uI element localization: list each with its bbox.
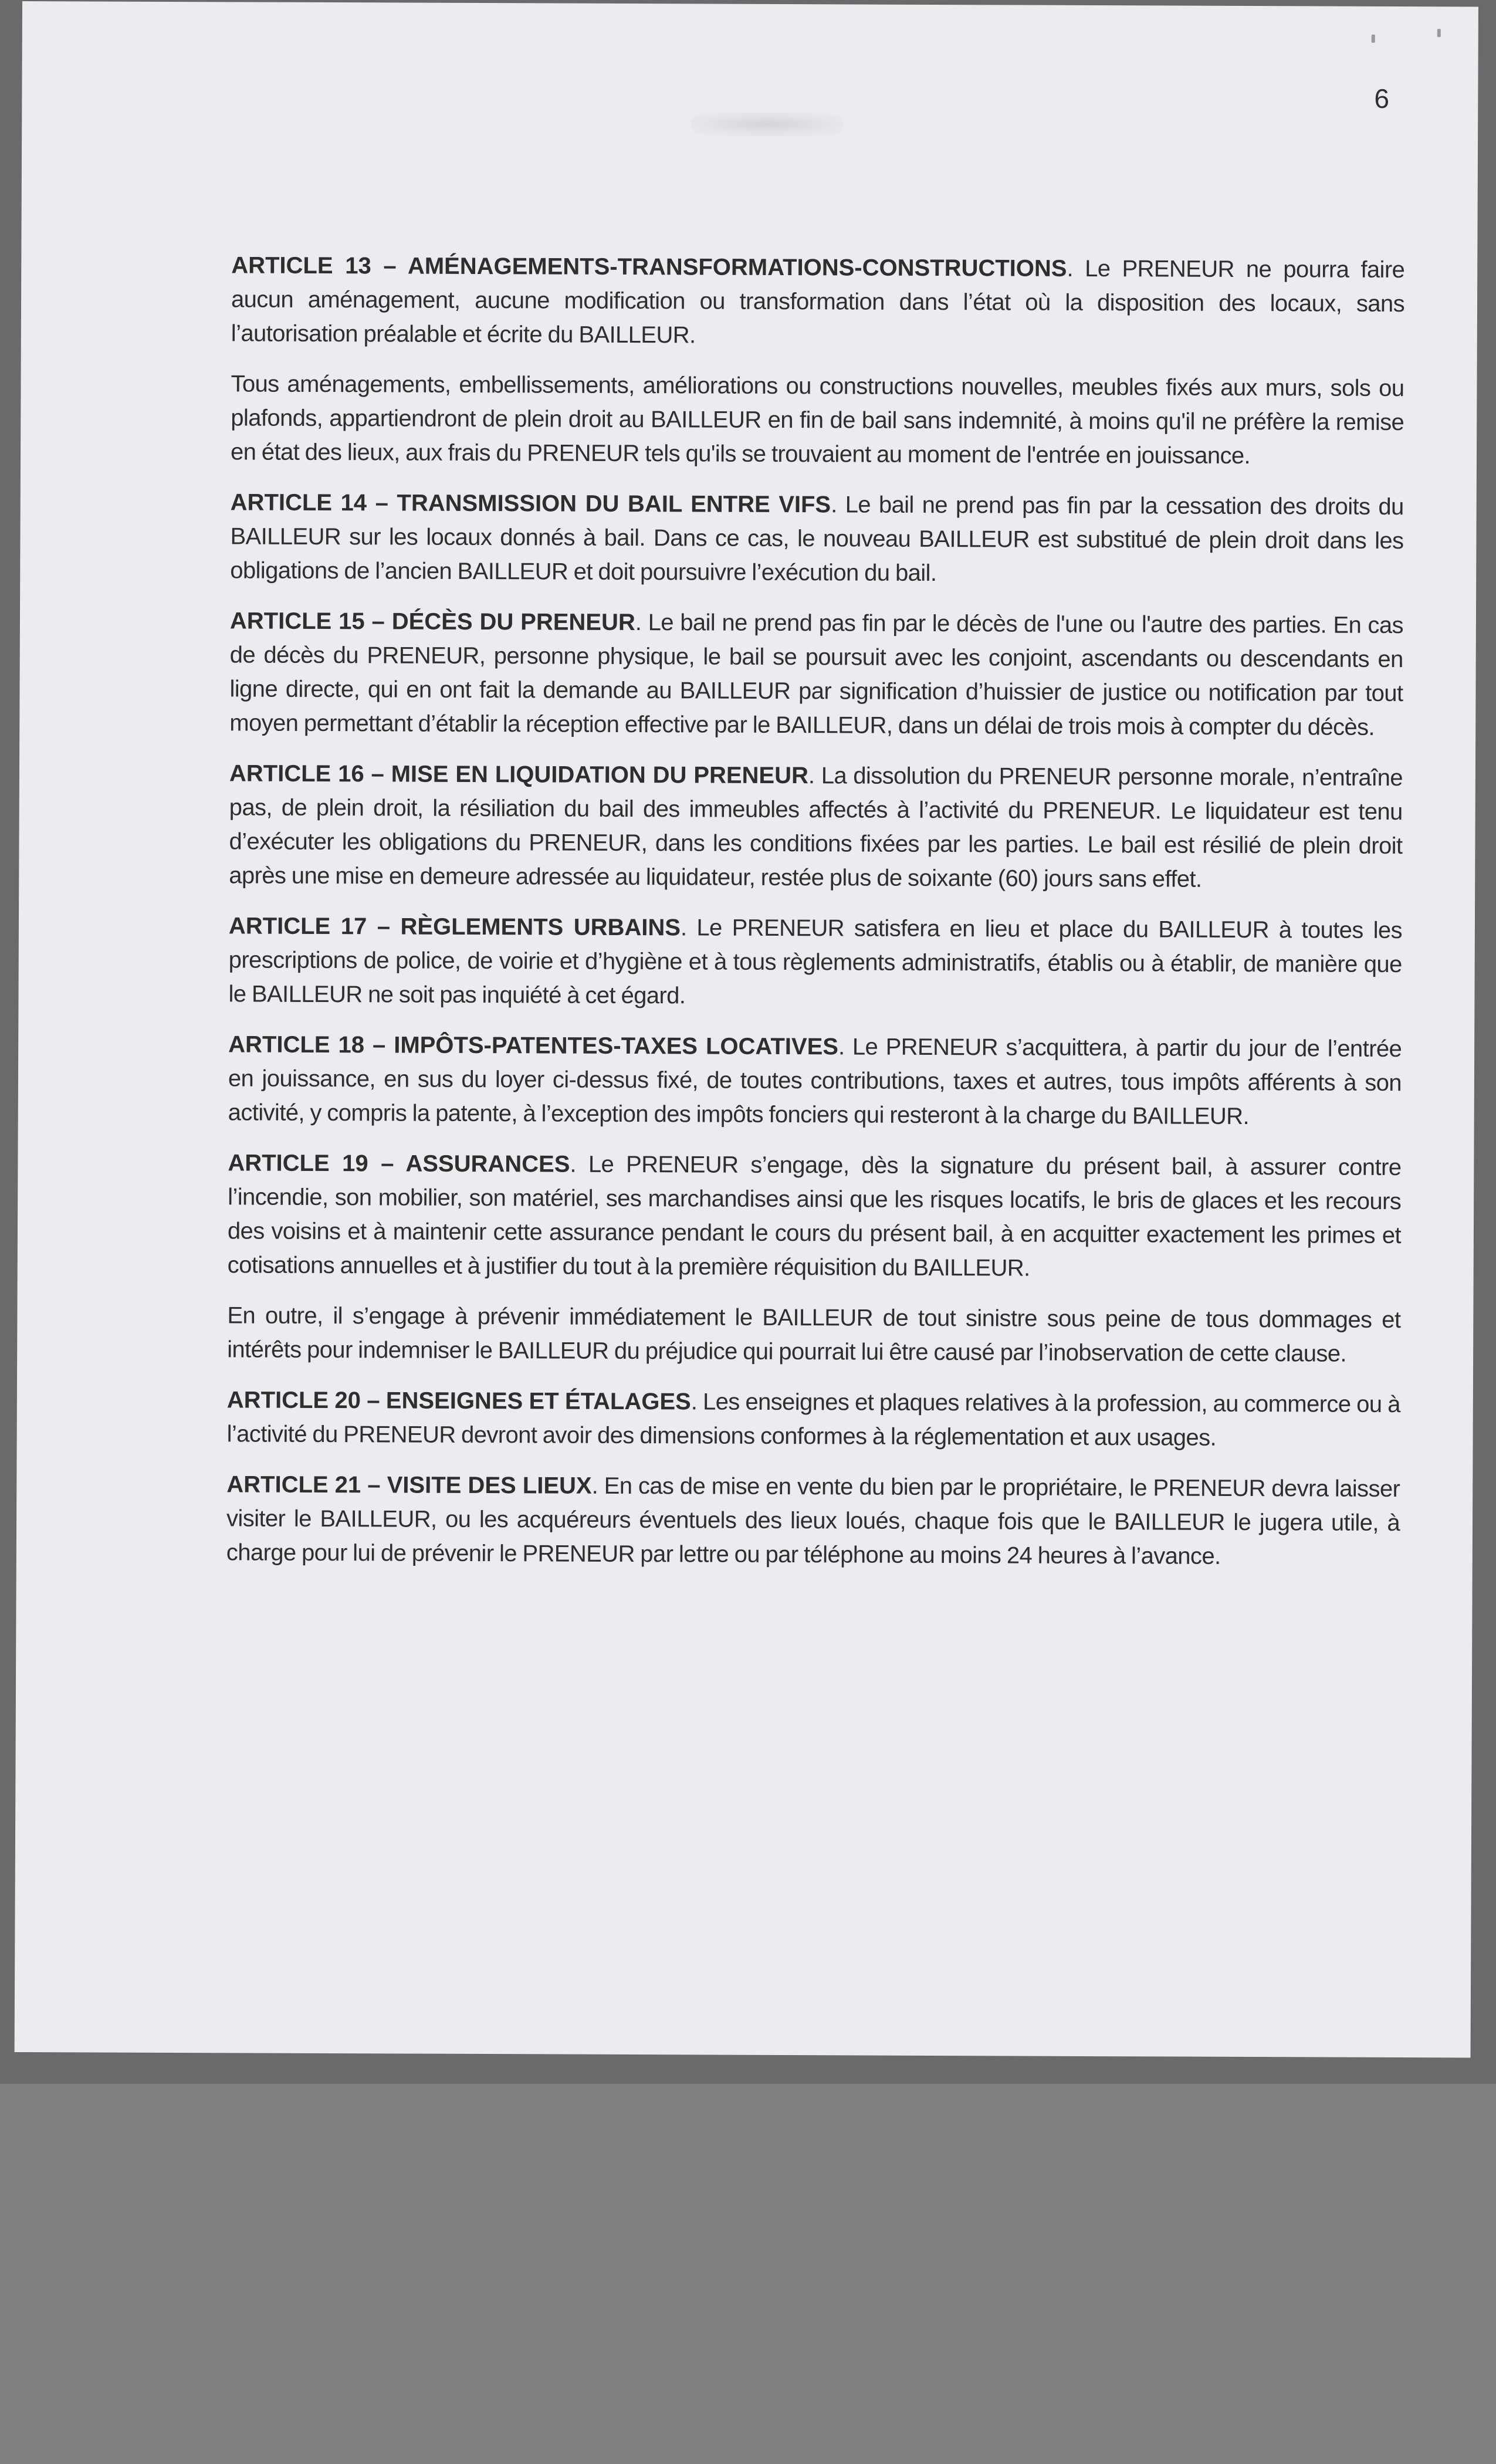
staple-hole-mark	[1372, 35, 1375, 43]
article-19-paragraph-2	[227, 1298, 1400, 1371]
article-21-text: En cas de mise en vente du bien par le propriétaire, le PRENEUR devra laisser visiter le BAILLEUR, ou les acquéreurs éventuels des lieux loués, chaque fois que le BAILLEUR le jugera utile, à charge pour lui de prévenir le PRENEUR par lettre ou par téléphone au moins 24 heures à l’avance.	[226, 1473, 1400, 1569]
article-20-text: Les enseignes et plaques relatives à la profession, au commerce ou à l’activité du PRENEUR devront avoir des dimensions conformes à la réglementation et aux usages.	[226, 1389, 1400, 1451]
article-21-paragraph: ARTICLE 21 – VISITE DES LIEUX. En cas de mise en vente du bien par le propriétaire, le PRENEUR devra laisser visiter le BAILLEUR, ou les acquéreurs éventuels des lieux loués, chaque fois que le BAILLEUR le jugera utile, à charge pour lui de prévenir le PRENEUR par lettre ou par téléphone au moins 24 heures à l’avance.	[226, 1471, 1400, 1569]
article-16-heading: ARTICLE 16 – MISE EN LIQUIDATION DU PRENEUR	[229, 760, 809, 789]
article-20-heading: ARTICLE 20 – ENSEIGNES ET ÉTALAGES	[226, 1387, 691, 1415]
article-16-paragraph: ARTICLE 16 – MISE EN LIQUIDATION DU PRENEUR. La dissolution du PRENEUR personne morale, n’entraîne pas, de plein droit, la résiliation du bail des immeubles affectés à l’activité du PRENEUR. Le liquidateur est tenu d’exécuter les obligations du PRENEUR, dans les conditions fixées par les parties. Le bail est résilié de plein droit après une mise en demeure adressée au liquidateur, restée plus de soixante (60) jours sans effet.	[229, 760, 1403, 892]
article-20-paragraph: ARTICLE 20 – ENSEIGNES ET ÉTALAGES. Les enseignes et plaques relatives à la profession, au commerce ou à l’activité du PRENEUR devront avoir des dimensions conformes à la réglementation et aux usages.	[226, 1387, 1400, 1451]
article-19-heading: ARTICLE 19 – ASSURANCES	[228, 1150, 570, 1177]
article-18-paragraph: ARTICLE 18 – IMPÔTS-PATENTES-TAXES LOCATIVES. Le PRENEUR s’acquittera, à partir du jour de l’entrée en jouissance, en sus du loyer ci-dessus fixé, de toutes contributions, taxes et autres, tous impôts afférents à son activité, y compris la patente, à l’exception des impôts fonciers qui resteront à la charge du BAILLEUR.	[228, 1031, 1402, 1130]
article-15-paragraph: ARTICLE 15 – DÉCÈS DU PRENEUR. Le bail ne prend pas fin par le décès de l'une ou l'autre des parties. En cas de décès du PRENEUR, personne physique, le bail se poursuit avec les conjoint, ascendants ou descendants en ligne directe, qui en ont fait la demande au BAILLEUR par signification d’huissier de justice ou notification par tout moyen permettant d’établir la réception effective par le BAILLEUR, dans un délai de trois mois à compter du décès.	[229, 608, 1404, 740]
article-18-heading: ARTICLE 18 – IMPÔTS-PATENTES-TAXES LOCATIVES	[228, 1031, 839, 1060]
article-17-text: Le PRENEUR satisfera en lieu et place du BAILLEUR à toutes les prescriptions de police, de voirie et d’hygiène et à tous règlements administratifs, établis ou à établir, de manière que le BAILLEUR ne soit pas inquiété à cet égard.	[228, 915, 1403, 1009]
staple-hole-mark	[1437, 29, 1441, 37]
article-17-heading: ARTICLE 17 – RÈGLEMENTS URBAINS	[228, 913, 681, 941]
article-16-text: La dissolution du PRENEUR personne morale, n’entraîne pas, de plein droit, la résiliation du bail des immeubles affectés à l’activité du PRENEUR. Le liquidateur est tenu d’exécuter les obligations du PRENEUR, dans les conditions fixées par les parties. Le bail est résilié de plein droit après une mise en demeure adressée au liquidateur, restée plus de soixante (60) jours sans effet.	[229, 763, 1403, 892]
article-18-text: Le PRENEUR s’acquittera, à partir du jour de l’entrée en jouissance, en sus du loyer ci-dessus fixé, de toutes contributions, taxes et autres, tous impôts afférents à son activité, y compris la patente, à l’exception des impôts fonciers qui resteront à la charge du BAILLEUR.	[228, 1034, 1402, 1130]
document-body	[226, 248, 1405, 1590]
article-14-text: Le bail ne prend pas fin par la cessation des droits du BAILLEUR sur les locaux donnés à bail. Dans ce cas, le nouveau BAILLEUR est substitué de plein droit dans les obligations de l’ancien BAILLEUR et doit poursuivre l’exécution du bail.	[230, 492, 1404, 586]
article-15-text: Le bail ne prend pas fin par le décès de l'une ou l'autre des parties. En cas de décès du PRENEUR, personne physique, le bail se poursuit avec les conjoint, ascendants ou descendants en ligne directe, qui en ont fait la demande au BAILLEUR par signification d’huissier de justice ou notification par tout moyen permettant d’établir la réception effective par le BAILLEUR, dans un délai de trois mois à compter du décès.	[229, 610, 1404, 740]
article-14-heading: ARTICLE 14 – TRANSMISSION DU BAIL ENTRE VIFS	[230, 489, 831, 518]
article-19-paragraph-1: ARTICLE 19 – ASSURANCES. Le PRENEUR s’engage, dès la signature du présent bail, à assurer contre l’incendie, son mobilier, son matériel, ses marchandises ainsi que les risques locatifs, le bris de glaces et les recours des voisins et à maintenir cette assurance pendant le cours du présent bail, à en acquitter exactement les primes et cotisations annuelles et à justifier du tout à la première réquisition du BAILLEUR.	[227, 1150, 1402, 1281]
article-19-text-2: En outre, il s’engage à prévenir immédiatement le BAILLEUR de tout sinistre sous peine de tous dommages et intérêts pour indemniser le BAILLEUR du préjudice qui pourrait lui être causé par l’inobservation de cette clause.	[227, 1302, 1401, 1367]
article-17-paragraph: ARTICLE 17 – RÈGLEMENTS URBAINS. Le PRENEUR satisfera en lieu et place du BAILLEUR à toutes les prescriptions de police, de voirie et d’hygiène et à tous règlements administratifs, établis ou à établir, de manière que le BAILLEUR ne soit pas inquiété à cet égard.	[228, 913, 1403, 1009]
article-19-text: Le PRENEUR s’engage, dès la signature du présent bail, à assurer contre l’incendie, son mobilier, son matériel, ses marchandises ainsi que les risques locatifs, le bris de glaces et les recours des voisins et à maintenir cette assurance pendant le cours du présent bail, à en acquitter exactement les primes et cotisations annuelles et à justifier du tout à la première réquisition du BAILLEUR.	[227, 1151, 1402, 1281]
page-number: 6	[1374, 83, 1390, 114]
article-14-paragraph: ARTICLE 14 – TRANSMISSION DU BAIL ENTRE VIFS. Le bail ne prend pas fin par la cessation des droits du BAILLEUR sur les locaux donnés à bail. Dans ce cas, le nouveau BAILLEUR est substitué de plein droit dans les obligations de l’ancien BAILLEUR et doit poursuivre l’exécution du bail.	[230, 489, 1404, 586]
article-13-heading: ARTICLE 13 – AMÉNAGEMENTS-TRANSFORMATIONS-CONSTRUCTIONS	[231, 252, 1067, 282]
article-15-heading: ARTICLE 15 – DÉCÈS DU PRENEUR	[229, 608, 635, 636]
article-13-text: Le PRENEUR ne pourra faire aucun aménagement, aucune modification ou transformation dans l’état où la disposition des locaux, sans l’autorisation préalable et écrite du BAILLEUR.	[231, 255, 1405, 348]
article-21-heading: ARTICLE 21 – VISITE DES LIEUX	[226, 1471, 592, 1499]
document-page	[15, 1, 1478, 2058]
bleed-through-smudge	[691, 112, 843, 136]
article-13-paragraph-1: ARTICLE 13 – AMÉNAGEMENTS-TRANSFORMATIONS-CONSTRUCTIONS. Le PRENEUR ne pourra faire aucun aménagement, aucune modification ou transformation dans l’état où la disposition des locaux, sans l’autorisation préalable et écrite du BAILLEUR.	[231, 252, 1405, 348]
article-13-paragraph-2	[231, 367, 1404, 473]
article-13-text-2: Tous aménagements, embellissements, améliorations ou constructions nouvelles, meubles fixés aux murs, sols ou plafonds, appartiendront de plein droit au BAILLEUR en fin de bail sans indemnité, à moins qu'il ne préfère la remise en état des lieux, aux frais du PRENEUR tels qu'ils se trouvaient au moment de l'entrée en jouissance.	[230, 371, 1404, 469]
